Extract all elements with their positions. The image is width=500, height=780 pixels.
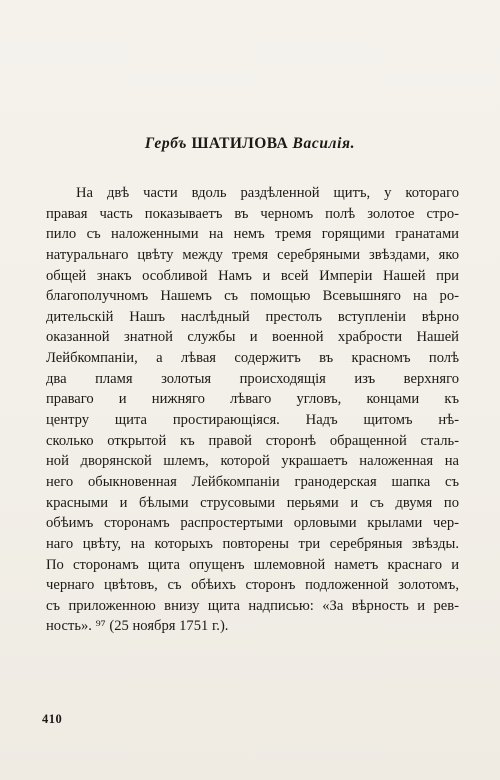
text-line: него обыкновенная Лейбкомпаніи гранодерская шапка съ	[46, 473, 459, 490]
text-line: праваго и нижняго лѣваго угловъ, концами къ	[46, 391, 459, 408]
text-line: ной дворянской шлемъ, которой украшаетъ наложенная на	[46, 453, 459, 470]
text-line: чернаго цвѣтовъ, съ обѣихъ сторонъ подложенной золотомъ,	[46, 577, 459, 594]
text-line: По сторонамъ щита опущенъ шлемовной наметъ краснаго и	[46, 556, 459, 573]
text-line: Лейбкомпаніи, а лѣвая содержитъ въ красномъ полѣ	[46, 350, 459, 367]
text-line: благополучномъ Нашемъ съ помощью Всевышняго на ро-	[46, 288, 459, 305]
text-line: обѣимъ сторонамъ распростертыми орловыми крылами чер-	[46, 515, 459, 532]
title-suffix: Василія.	[292, 135, 356, 152]
text-line: общей знакъ особливой Намъ и всей Имперіи Нашей при	[46, 267, 459, 284]
text-line: правая часть показываетъ въ черномъ полѣ золотое стро-	[46, 205, 459, 222]
text-line: дительскій Нашъ наслѣдный престолъ вступленіи вѣрно	[46, 308, 459, 325]
text-line-last: ность». ⁹⁷ (25 ноября 1751 г.).	[46, 618, 229, 635]
body-paragraph	[46, 183, 459, 637]
page-title	[0, 135, 500, 153]
text-line: натуральнаго цвѣту между тремя серебряными звѣздами, яко	[46, 246, 459, 263]
title-prefix: Гербъ	[144, 135, 187, 152]
title-name: ШАТИЛОВА	[191, 135, 289, 152]
page-number: 410	[42, 712, 63, 726]
text-line: съ приложенною внизу щита надписью: «За вѣрность и рев-	[46, 597, 459, 614]
text-line: оказанной знатной службы и военной храбрости Нашей	[46, 329, 459, 346]
text-line: На двѣ части вдоль раздѣленной щитъ, у котораго	[76, 185, 459, 201]
text-line: красными и бѣлыми струсовыми перьями и съ двумя по	[46, 494, 459, 511]
text-line: сколько открытой къ правой сторонѣ обращенной сталь-	[46, 432, 459, 449]
text-line: центру щита простирающіяся. Надъ щитомъ нѣ-	[46, 412, 459, 429]
text-line: наго цвѣту, на которыхъ повторены три серебряныя звѣзды.	[46, 535, 459, 552]
text-line: два пламя золотыя происходящія изъ верхняго	[46, 370, 459, 387]
text-line: пило съ наложенными на немъ тремя горящими гранатами	[46, 226, 459, 243]
